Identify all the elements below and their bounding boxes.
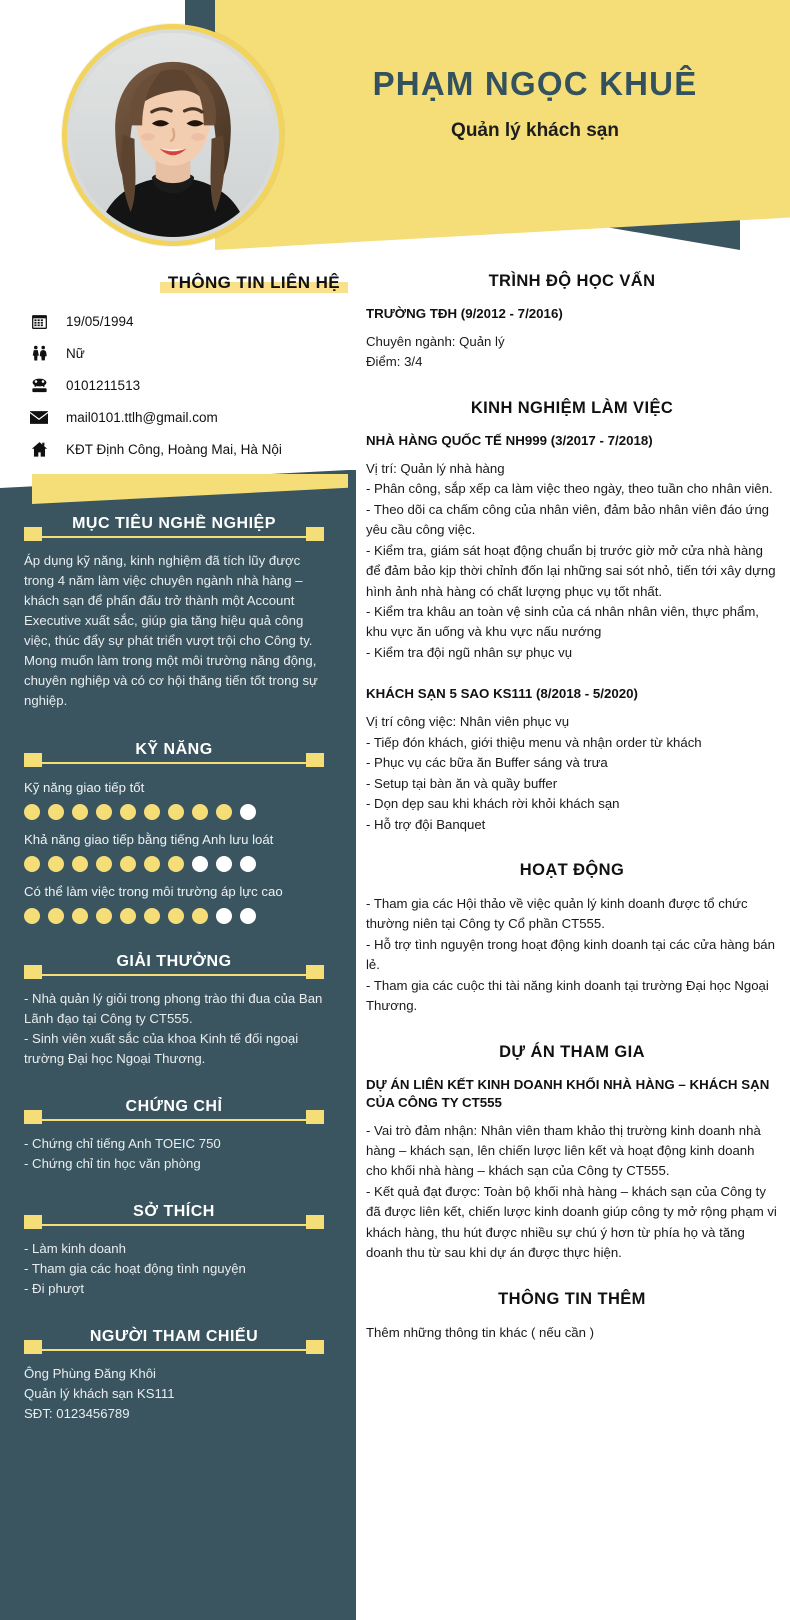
skill-label: Khả năng giao tiếp bằng tiếng Anh lưu loát (24, 831, 274, 847)
page-title: PHẠM NGỌC KHUÊ (372, 65, 698, 102)
contact-row-birthdate (24, 313, 348, 330)
divider (24, 1224, 324, 1226)
section-header (24, 1095, 324, 1125)
skill-dot-empty (216, 908, 232, 924)
sidebar-section-objective (24, 512, 324, 712)
text-line: - Kiểm tra khâu an toàn vệ sinh của cá nhân nhân viên, thực phẩm, khu vực ăn uống và khu vực nấu nướng (366, 603, 759, 640)
divider-cap-right (306, 1340, 324, 1354)
activities-body (366, 894, 778, 1017)
skill-dot-filled (168, 908, 184, 924)
text-line: Chuyên ngành: Quản lý (366, 333, 505, 349)
section-title-wrap (366, 272, 778, 291)
divider-cap-right (306, 527, 324, 541)
section-header (24, 512, 324, 542)
skill-label: Có thể làm việc trong môi trường áp lực cao (24, 883, 283, 899)
contact-row-gender (24, 345, 348, 362)
projects-title: DỰ ÁN THAM GIA (492, 1043, 652, 1062)
contact-row-email (24, 409, 348, 426)
divider-cap-left (24, 753, 42, 767)
education-title: TRÌNH ĐỘ HỌC VẤN (482, 272, 663, 291)
awards-title: GIẢI THƯỞNG (116, 952, 232, 970)
section-experience (366, 399, 778, 835)
section-title-wrap (366, 399, 778, 418)
objective-text: Áp dụng kỹ năng, kinh nghiệm đã tích lũy được trong 4 năm làm việc chuyên ngành nhà hàng – khách sạn để phấn đấu trở thành một Account Executive xuất sắc, giúp gia tăng hiệu quả công việc, thúc đẩy sự phát triển vượt trội cho Công ty. Mong muốn làm trong một môi trường năng động, chuyên nghiệp và có cơ hội thăng tiến tốt trong sự nghiệp. (24, 553, 318, 709)
skill-dot-filled (72, 908, 88, 924)
contact-value-phone: 0101211513 (66, 378, 141, 393)
skill-dot-filled (96, 856, 112, 872)
skill-dot-empty (240, 908, 256, 924)
divider-cap-left (24, 965, 42, 979)
certificates-title: CHỨNG CHỈ (125, 1097, 223, 1115)
divider (24, 974, 324, 976)
contact-value-birthdate: 19/05/1994 (66, 314, 134, 329)
contact-value-address: KĐT Định Công, Hoàng Mai, Hà Nội (66, 442, 282, 457)
phone-icon (24, 377, 54, 394)
text-line: - Kiểm tra, giám sát hoạt động chuẩn bị trước giờ mở cửa nhà hàng để đảm bảo kịp thời chỉnh đốn lại những sai sót nhỏ, tiến tới xây dựng hình ảnh nhà hàng có chất lượng phục vụ tốt nhất. (366, 542, 776, 599)
skill-dot-filled (72, 804, 88, 820)
contact-section-title: THÔNG TIN LIÊN HỆ (160, 272, 348, 293)
skill-dot-filled (120, 856, 136, 872)
text-line: - Nhà quản lý giỏi trong phong trào thi đua của Ban Lãnh đạo tại Công ty CT555. (24, 990, 323, 1026)
hobbies-body (24, 1239, 324, 1299)
skill-dot-empty (216, 856, 232, 872)
divider-cap-right (306, 1215, 324, 1229)
text-line: - Phân công, sắp xếp ca làm việc theo ngày, theo tuần cho nhân viên. (366, 481, 773, 497)
skill-dot-empty (240, 856, 256, 872)
experience-job (366, 432, 778, 663)
more-info-title: THÔNG TIN THÊM (491, 1290, 653, 1309)
section-activities (366, 861, 778, 1017)
main-content (366, 272, 778, 1369)
skill-item (24, 780, 324, 820)
section-title-wrap (366, 1043, 778, 1062)
reference-title: NGƯỜI THAM CHIẾU (89, 1328, 259, 1346)
education-body (366, 332, 778, 373)
calendar-icon (24, 313, 54, 330)
text-line: - Đi phượt (24, 1281, 84, 1296)
contact-section (0, 272, 348, 473)
portrait-illustration (71, 33, 275, 237)
skills-title: KỸ NĂNG (135, 740, 213, 758)
skill-label: Kỹ năng giao tiếp tốt (24, 779, 145, 795)
text-line: - Tham gia các Hội thảo về việc quản lý kinh doanh được tổ chức thường niên tại Công ty Cổ phần CT555. (366, 895, 748, 932)
skill-item (24, 884, 324, 924)
skill-dot-filled (48, 908, 64, 924)
text-line: Vị trí: Quản lý nhà hàng (366, 460, 505, 476)
text-line: Điểm: 3/4 (366, 354, 423, 370)
projects-body (366, 1121, 778, 1264)
skill-dot-filled (168, 804, 184, 820)
main-column (348, 0, 790, 1620)
skill-dot-filled (24, 908, 40, 924)
text-line: Vị trí công việc: Nhân viên phục vụ (366, 714, 570, 730)
text-line: - Kiểm tra đội ngũ nhân sự phục vụ (366, 644, 573, 660)
skill-dot-filled (72, 856, 88, 872)
skill-dot-filled (144, 908, 160, 924)
skill-dot-empty (240, 804, 256, 820)
avatar-image (71, 33, 275, 237)
skill-dot-filled (168, 856, 184, 872)
text-line: - Chứng chỉ tiếng Anh TOEIC 750 (24, 1135, 221, 1151)
sidebar-section-reference (24, 1325, 324, 1424)
skill-dot-filled (96, 908, 112, 924)
main-column-left-strip (348, 470, 356, 1620)
skill-dot-filled (120, 908, 136, 924)
divider-cap-right (306, 1110, 324, 1124)
awards-body (24, 989, 324, 1069)
divider-cap-left (24, 527, 42, 541)
text-line: - Tiếp đón khách, giới thiệu menu và nhận order từ khách (366, 734, 702, 750)
skill-item (24, 832, 324, 872)
skill-dot-empty (192, 856, 208, 872)
skill-dot-filled (192, 908, 208, 924)
divider (24, 1119, 324, 1121)
text-line: Thêm những thông tin khác ( nếu cần ) (366, 1324, 595, 1340)
job-body (366, 459, 778, 664)
experience-title: KINH NGHIỆM LÀM VIỆC (464, 399, 680, 418)
text-line: Quản lý khách sạn KS111 (24, 1386, 175, 1402)
text-line: - Setup tại bàn ăn và quầy buffer (366, 775, 558, 791)
job-heading: KHÁCH SẠN 5 SAO KS111 (8/2018 - 5/2020) (366, 686, 638, 702)
objective-title: MỤC TIÊU NGHỀ NGHIỆP (72, 515, 276, 532)
section-header (24, 738, 324, 768)
avatar (62, 24, 284, 246)
text-line: - Chứng chỉ tin học văn phòng (24, 1155, 201, 1171)
contact-list (0, 313, 348, 458)
certificates-body (24, 1134, 324, 1174)
skill-dot-filled (24, 856, 40, 872)
sidebar-section-skills (24, 738, 324, 924)
contact-title-wrap (0, 272, 348, 293)
experience-job (366, 685, 778, 835)
section-header (24, 1200, 324, 1230)
section-header (24, 950, 324, 980)
text-line: SĐT: 0123456789 (24, 1406, 130, 1422)
divider-cap-left (24, 1215, 42, 1229)
job-body (366, 712, 778, 835)
text-line: - Sinh viên xuất sắc của khoa Kinh tế đối ngoại trường Đại học Ngoại Thương. (24, 1030, 299, 1066)
skill-dot-filled (48, 856, 64, 872)
section-education (366, 272, 778, 373)
text-line: - Theo dõi ca chấm công của nhân viên, đảm bảo nhân viên đáo ứng yêu cầu công việc. (366, 501, 770, 538)
section-more-info (366, 1290, 778, 1343)
text-line: - Vai trò đảm nhận: Nhân viên tham khảo thị trường kinh doanh nhà hàng – khách sạn, lên chiến lược liên kết và hoạt động kinh doanh cho khối nhà hàng – khách sạn của Công ty CT555. (366, 1122, 761, 1179)
contact-value-gender: Nữ (66, 346, 85, 361)
contact-value-email: mail0101.ttlh@gmail.com (66, 410, 218, 425)
skill-dot-filled (216, 804, 232, 820)
divider-cap-right (306, 965, 324, 979)
activities-title: HOẠT ĐỘNG (513, 861, 631, 880)
skill-dot-filled (120, 804, 136, 820)
spacer (366, 663, 778, 685)
contact-row-phone (24, 377, 348, 394)
contact-row-address (24, 441, 348, 458)
sidebar-section-certificates (24, 1095, 324, 1174)
divider (24, 762, 324, 764)
objective-body (24, 551, 324, 712)
skill-dot-filled (24, 804, 40, 820)
text-line: - Hỗ trợ đội Banquet (366, 816, 486, 832)
text-line: - Kết quả đạt được: Toàn bộ khối nhà hàng – khách sạn của Công ty đã được liên kết, chiến lược kinh doanh giúp công ty mở rộng phạm vi khách hàng, thu hút được nhiều sự chú ý hơn từ phía họ và tăng doanh thu từ sau khi dự án được thực hiện. (366, 1183, 777, 1261)
skill-dot-filled (48, 804, 64, 820)
text-line: - Hỗ trợ tình nguyện trong hoạt động kinh doanh tại các cửa hàng bán lẻ. (366, 936, 775, 973)
text-line: - Tham gia các hoạt động tình nguyện (24, 1260, 246, 1276)
home-icon (24, 441, 54, 458)
divider (24, 1349, 324, 1351)
sidebar-section-hobbies (24, 1200, 324, 1299)
section-title-wrap (366, 861, 778, 880)
text-line: - Dọn dẹp sau khi khách rời khỏi khách sạn (366, 796, 620, 812)
job-role-subtitle: Quản lý khách sạn (451, 120, 619, 141)
divider-cap-left (24, 1110, 42, 1124)
text-line: Ông Phùng Đăng Khôi (24, 1366, 156, 1382)
skill-dot-filled (192, 804, 208, 820)
divider-cap-right (306, 753, 324, 767)
sidebar-content (0, 486, 348, 1424)
skill-dot-filled (96, 804, 112, 820)
skill-rating (24, 908, 324, 924)
gender-icon (24, 345, 54, 362)
section-header (24, 1325, 324, 1355)
divider-cap-left (24, 1340, 42, 1354)
email-icon (24, 409, 54, 426)
text-line: - Phục vụ các bữa ăn Buffer sáng và trưa (366, 755, 608, 771)
job-heading: NHÀ HÀNG QUỐC TẾ NH999 (3/2017 - 7/2018) (366, 432, 653, 448)
section-title-wrap (366, 1290, 778, 1309)
more-info-body (366, 1323, 778, 1343)
divider (24, 536, 324, 538)
text-line: - Làm kinh doanh (24, 1240, 126, 1256)
text-line: - Tham gia các cuộc thi tài năng kinh doanh tại trường Đại học Ngoại Thương. (366, 977, 769, 1014)
skill-dot-filled (144, 804, 160, 820)
section-projects (366, 1043, 778, 1264)
project-heading: DỰ ÁN LIÊN KẾT KINH DOANH KHỐI NHÀ HÀNG – KHÁCH SẠN CỦA CÔNG TY CT555 (366, 1076, 770, 1110)
hobbies-title: SỞ THÍCH (133, 1202, 215, 1220)
reference-body (24, 1364, 324, 1424)
education-school: TRƯỜNG TĐH (9/2012 - 7/2016) (366, 306, 563, 321)
skill-dot-filled (144, 856, 160, 872)
sidebar-section-awards (24, 950, 324, 1069)
skill-rating (24, 856, 324, 872)
skill-rating (24, 804, 324, 820)
